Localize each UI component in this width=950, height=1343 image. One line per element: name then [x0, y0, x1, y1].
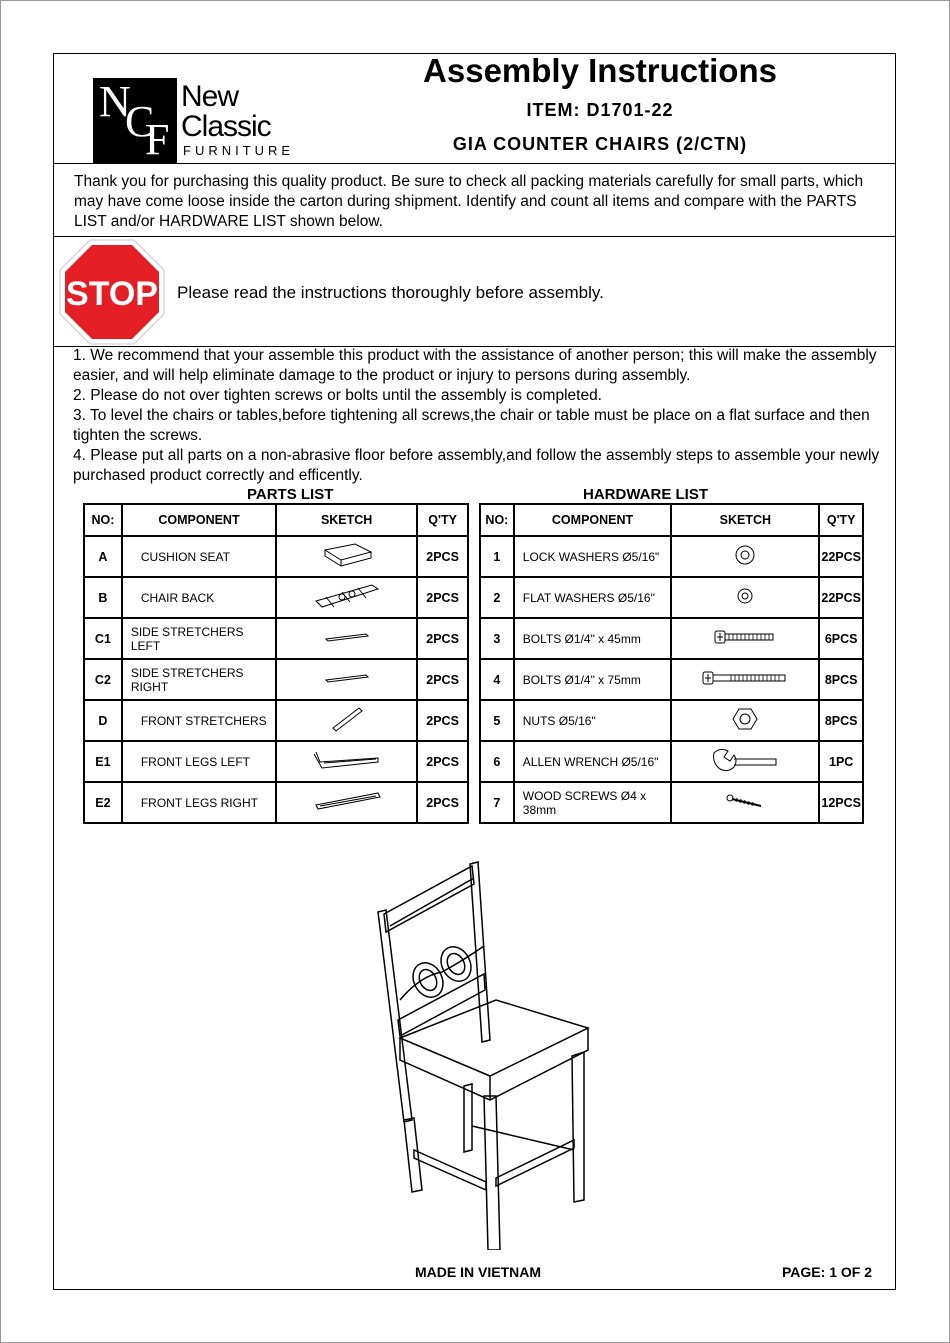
- header-no: NO:: [480, 504, 514, 536]
- logo-monogram: [93, 78, 177, 164]
- page-number: PAGE: 1 OF 2: [782, 1264, 872, 1280]
- part-qty: 2PCS: [417, 577, 468, 618]
- header-component: COMPONENT: [122, 504, 276, 536]
- hardware-list-title: HARDWARE LIST: [583, 486, 708, 503]
- table-row: [84, 741, 468, 782]
- part-component: FRONT STRETCHERS: [122, 700, 276, 741]
- wrench-icon: [671, 741, 819, 782]
- page-title: Assembly Instructions: [423, 52, 777, 89]
- table-row: [480, 659, 863, 700]
- hardware-component: FLAT WASHERS Ø5/16": [514, 577, 672, 618]
- made-in-label: MADE IN VIETNAM: [415, 1264, 541, 1280]
- part-component: CUSHION SEAT: [122, 536, 276, 577]
- logo-letter-n: N: [99, 77, 131, 126]
- hardware-component: BOLTS Ø1/4" x 75mm: [514, 659, 672, 700]
- front-stretcher-icon: [276, 700, 417, 741]
- part-no: B: [84, 577, 122, 618]
- bolt-icon: [671, 618, 819, 659]
- hardware-no: 3: [480, 618, 514, 659]
- table-header-row: [480, 504, 863, 536]
- intro-text: Thank you for purchasing this quality product. Be sure to check all packing materials carefully for small parts, which may have come loose inside the carton during shipment. Identify and count all items and compare with the PARTS LIST and/or HARDWARE LIST shown below.: [74, 173, 864, 230]
- item-number: ITEM: D1701-22: [526, 100, 674, 120]
- hardware-no: 1: [480, 536, 514, 577]
- part-no: C2: [84, 659, 122, 700]
- part-no: E1: [84, 741, 122, 782]
- rule-item: 4. Please put all parts on a non-abrasive floor before assembly,and follow the assembly steps to assemble your newly purchased product correctly and efficently.: [73, 447, 880, 484]
- part-qty: 2PCS: [417, 618, 468, 659]
- part-component: SIDE STRETCHERS LEFT: [122, 618, 276, 659]
- part-qty: 2PCS: [417, 659, 468, 700]
- header-component: COMPONENT: [514, 504, 672, 536]
- hardware-no: 6: [480, 741, 514, 782]
- table-row: [480, 536, 863, 577]
- hardware-qty: 22PCS: [819, 577, 863, 618]
- table-row: [480, 577, 863, 618]
- part-qty: 2PCS: [417, 536, 468, 577]
- chair-illustration: [360, 850, 620, 1250]
- logo-letter-c: C: [125, 97, 155, 146]
- hardware-no: 5: [480, 700, 514, 741]
- hardware-list-table: [479, 503, 864, 824]
- header-qty: Q'TY: [819, 504, 863, 536]
- part-no: D: [84, 700, 122, 741]
- divider: [53, 236, 896, 237]
- table-row: [480, 782, 863, 823]
- part-no: C1: [84, 618, 122, 659]
- hardware-qty: 1PC: [819, 741, 863, 782]
- part-component: SIDE STRETCHERS RIGHT: [122, 659, 276, 700]
- chair-back-icon: [276, 577, 417, 618]
- table-row: [84, 577, 468, 618]
- header-qty: Q'TY: [417, 504, 468, 536]
- stop-message: Please read the instructions thoroughly before assembly.: [177, 283, 604, 302]
- table-row: [84, 659, 468, 700]
- rule-item: 3. To level the chairs or tables,before tightening all screws,the chair or table must be place on a flat surface and then tighten the screws.: [73, 407, 870, 444]
- stretcher-icon: [276, 618, 417, 659]
- front-leg-icon: [276, 782, 417, 823]
- table-row: [84, 782, 468, 823]
- header-sketch: SKETCH: [671, 504, 819, 536]
- nut-icon: [671, 700, 819, 741]
- company-logo: [93, 78, 303, 164]
- parts-list-table: [83, 503, 469, 824]
- hardware-qty: 8PCS: [819, 659, 863, 700]
- part-qty: 2PCS: [417, 700, 468, 741]
- hardware-no: 2: [480, 577, 514, 618]
- hardware-qty: 22PCS: [819, 536, 863, 577]
- part-qty: 2PCS: [417, 782, 468, 823]
- stretcher-icon: [276, 659, 417, 700]
- header-no: NO:: [84, 504, 122, 536]
- table-row: [84, 618, 468, 659]
- front-leg-icon: [276, 741, 417, 782]
- stop-sign-text: STOP: [66, 275, 158, 313]
- hardware-component: NUTS Ø5/16": [514, 700, 672, 741]
- part-component: FRONT LEGS LEFT: [122, 741, 276, 782]
- stop-sign-icon: [58, 238, 166, 346]
- flat-washer-icon: [671, 577, 819, 618]
- logo-letter-f: F: [145, 115, 170, 164]
- table-row: [84, 700, 468, 741]
- long-bolt-icon: [671, 659, 819, 700]
- part-qty: 2PCS: [417, 741, 468, 782]
- table-row: [84, 536, 468, 577]
- hardware-qty: 8PCS: [819, 700, 863, 741]
- header-sketch: SKETCH: [276, 504, 417, 536]
- table-row: [480, 700, 863, 741]
- hardware-component: ALLEN WRENCH Ø5/16": [514, 741, 672, 782]
- part-component: CHAIR BACK: [122, 577, 276, 618]
- part-component: FRONT LEGS RIGHT: [122, 782, 276, 823]
- logo-word-new: New: [181, 80, 239, 113]
- hardware-no: 7: [480, 782, 514, 823]
- hardware-component: BOLTS Ø1/4" x 45mm: [514, 618, 672, 659]
- table-row: [480, 741, 863, 782]
- lock-washer-icon: [671, 536, 819, 577]
- logo-word-classic: Classic: [181, 110, 271, 143]
- hardware-component: LOCK WASHERS Ø5/16": [514, 536, 672, 577]
- table-header-row: [84, 504, 468, 536]
- table-row: [480, 618, 863, 659]
- hardware-no: 4: [480, 659, 514, 700]
- part-no: A: [84, 536, 122, 577]
- rule-item: 2. Please do not over tighten screws or bolts until the assembly is completed.: [73, 387, 602, 404]
- hardware-component: WOOD SCREWS Ø4 x 38mm: [514, 782, 672, 823]
- instruction-rules: [73, 346, 889, 486]
- cushion-seat-icon: [276, 536, 417, 577]
- rule-item: 1. We recommend that your assemble this product with the assistance of another person; this will make the assembly easier, and will help eliminate damage to the product or injury to persons during assembly.: [73, 347, 877, 384]
- product-name: GIA COUNTER CHAIRS (2/CTN): [452, 134, 748, 154]
- wood-screw-icon: [671, 782, 819, 823]
- hardware-qty: 12PCS: [819, 782, 863, 823]
- part-no: E2: [84, 782, 122, 823]
- logo-word-furniture: FURNITURE: [183, 143, 295, 158]
- hardware-qty: 6PCS: [819, 618, 863, 659]
- parts-list-title: PARTS LIST: [247, 486, 334, 503]
